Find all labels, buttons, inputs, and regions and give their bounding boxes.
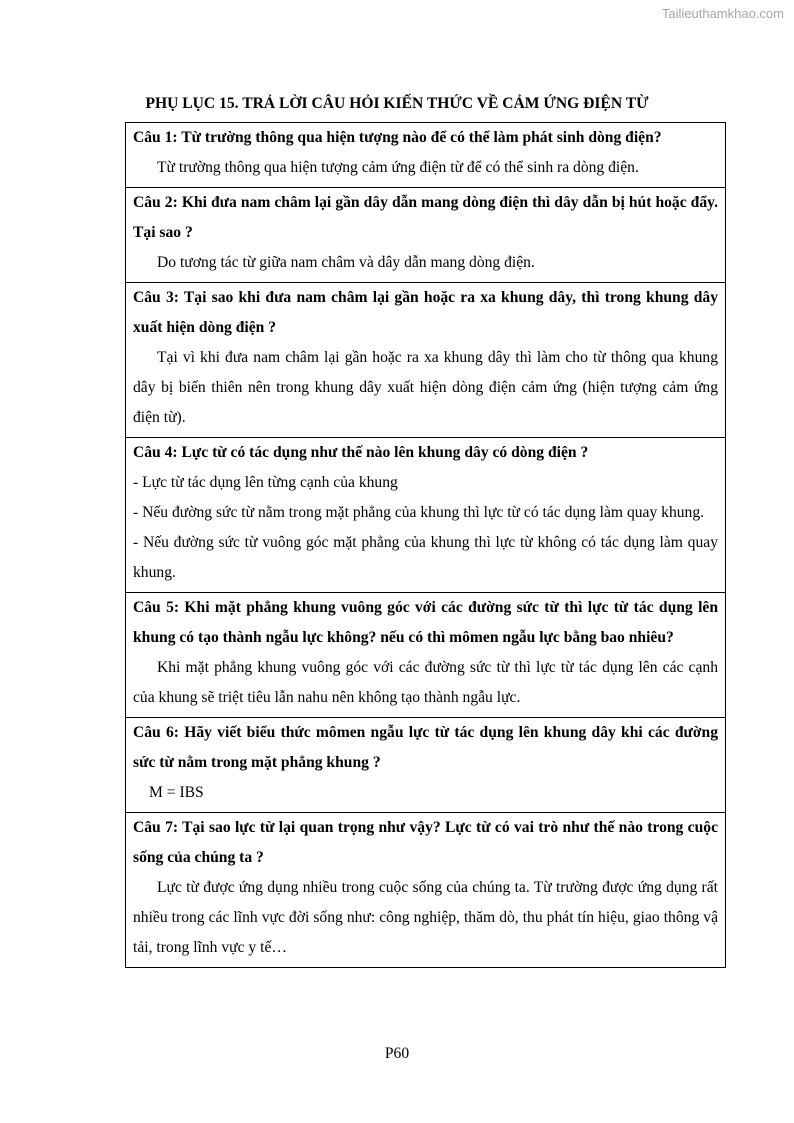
answer-bullet: - Nếu đường sức từ vuông góc mặt phẳng của khung thì lực từ không có tác dụng làm quay khung.: [133, 534, 718, 581]
answer-text: Do tương tác từ giữa nam châm và dây dẫn mang dòng điện.: [157, 254, 535, 271]
answer-bullet: - Nếu đường sức từ nằm trong mặt phẳng của khung thì lực từ có tác dụng làm quay khung.: [133, 504, 705, 521]
question-text: Câu 5: Khi mặt phẳng khung vuông góc với các đường sức từ thì lực từ tác dụng lên khung có tạo thành ngẫu lực không? nếu có thì mômen ngẫu lực bằng bao nhiêu?: [133, 599, 718, 646]
question-cell: [126, 718, 726, 813]
question-row-3: [126, 283, 726, 438]
answer-bullet: - Lực từ tác dụng lên từng cạnh của khung: [133, 474, 398, 491]
question-text: Câu 3: Tại sao khi đưa nam châm lại gần hoặc ra xa khung dây, thì trong khung dây xuất hiện dòng điện ?: [133, 289, 718, 336]
question-cell: [126, 188, 726, 283]
question-row-1: [126, 123, 726, 188]
question-text: Câu 2: Khi đưa nam châm lại gần dây dẫn mang dòng điện thì dây dẫn bị hút hoặc đẩy. Tại sao ?: [133, 194, 718, 241]
question-cell: [126, 593, 726, 718]
answer-text: Lực từ được ứng dụng nhiều trong cuộc sống của chúng ta. Từ trường được ứng dụng rất nhiều trong các lĩnh vực đời sống như: công nghiệp, thăm dò, thu phát tín hiệu, giao thông vậ tải, trong lĩnh vực y tế…: [133, 879, 718, 956]
answer-text: Từ trường thông qua hiện tượng cảm ứng điện từ để có thể sinh ra dòng điện.: [157, 159, 639, 176]
question-text: Câu 7: Tại sao lực từ lại quan trọng như vậy? Lực từ có vai trò như thế nào trong cuộc sống của chúng ta ?: [133, 819, 718, 866]
watermark-text: Tailieuthamkhao.com: [661, 6, 784, 21]
question-row-5: [126, 593, 726, 718]
question-cell: [126, 123, 726, 188]
page-number: P60: [384, 1045, 410, 1062]
question-text: Câu 1: Từ trường thông qua hiện tượng nào để có thể làm phát sinh dòng điện?: [133, 129, 662, 146]
question-row-7: [126, 813, 726, 968]
question-cell: [126, 438, 726, 593]
question-cell: [126, 283, 726, 438]
question-row-4: [126, 438, 726, 593]
question-text: Câu 4: Lực từ có tác dụng như thế nào lên khung dây có dòng điện ?: [133, 444, 589, 461]
page-title: PHỤ LỤC 15. TRẢ LỜI CÂU HỎI KIẾN THỨC VỀ CẢM ỨNG ĐIỆN TỪ: [145, 95, 649, 112]
answer-text: Khi mặt phẳng khung vuông góc với các đường sức từ thì lực từ tác dụng lên các cạnh của khung sẽ triệt tiêu lẫn nahu nên không tạo thành ngẫu lực.: [133, 659, 718, 706]
answer-text: Tại vì khi đưa nam châm lại gần hoặc ra xa khung dây thì làm cho từ thông qua khung dây bị biến thiên nên trong khung dây xuất hiện dòng điện cảm ứng (hiện tượng cảm ứng điện từ).: [133, 349, 718, 426]
qa-table: [125, 122, 726, 968]
question-text: Câu 6: Hãy viết biểu thức mômen ngẫu lực từ tác dụng lên khung dây khi các đường sức từ nằm trong mặt phẳng khung ?: [133, 724, 718, 771]
answer-formula: M = IBS: [149, 784, 204, 801]
question-cell: [126, 813, 726, 968]
question-row-2: [126, 188, 726, 283]
question-row-6: [126, 718, 726, 813]
